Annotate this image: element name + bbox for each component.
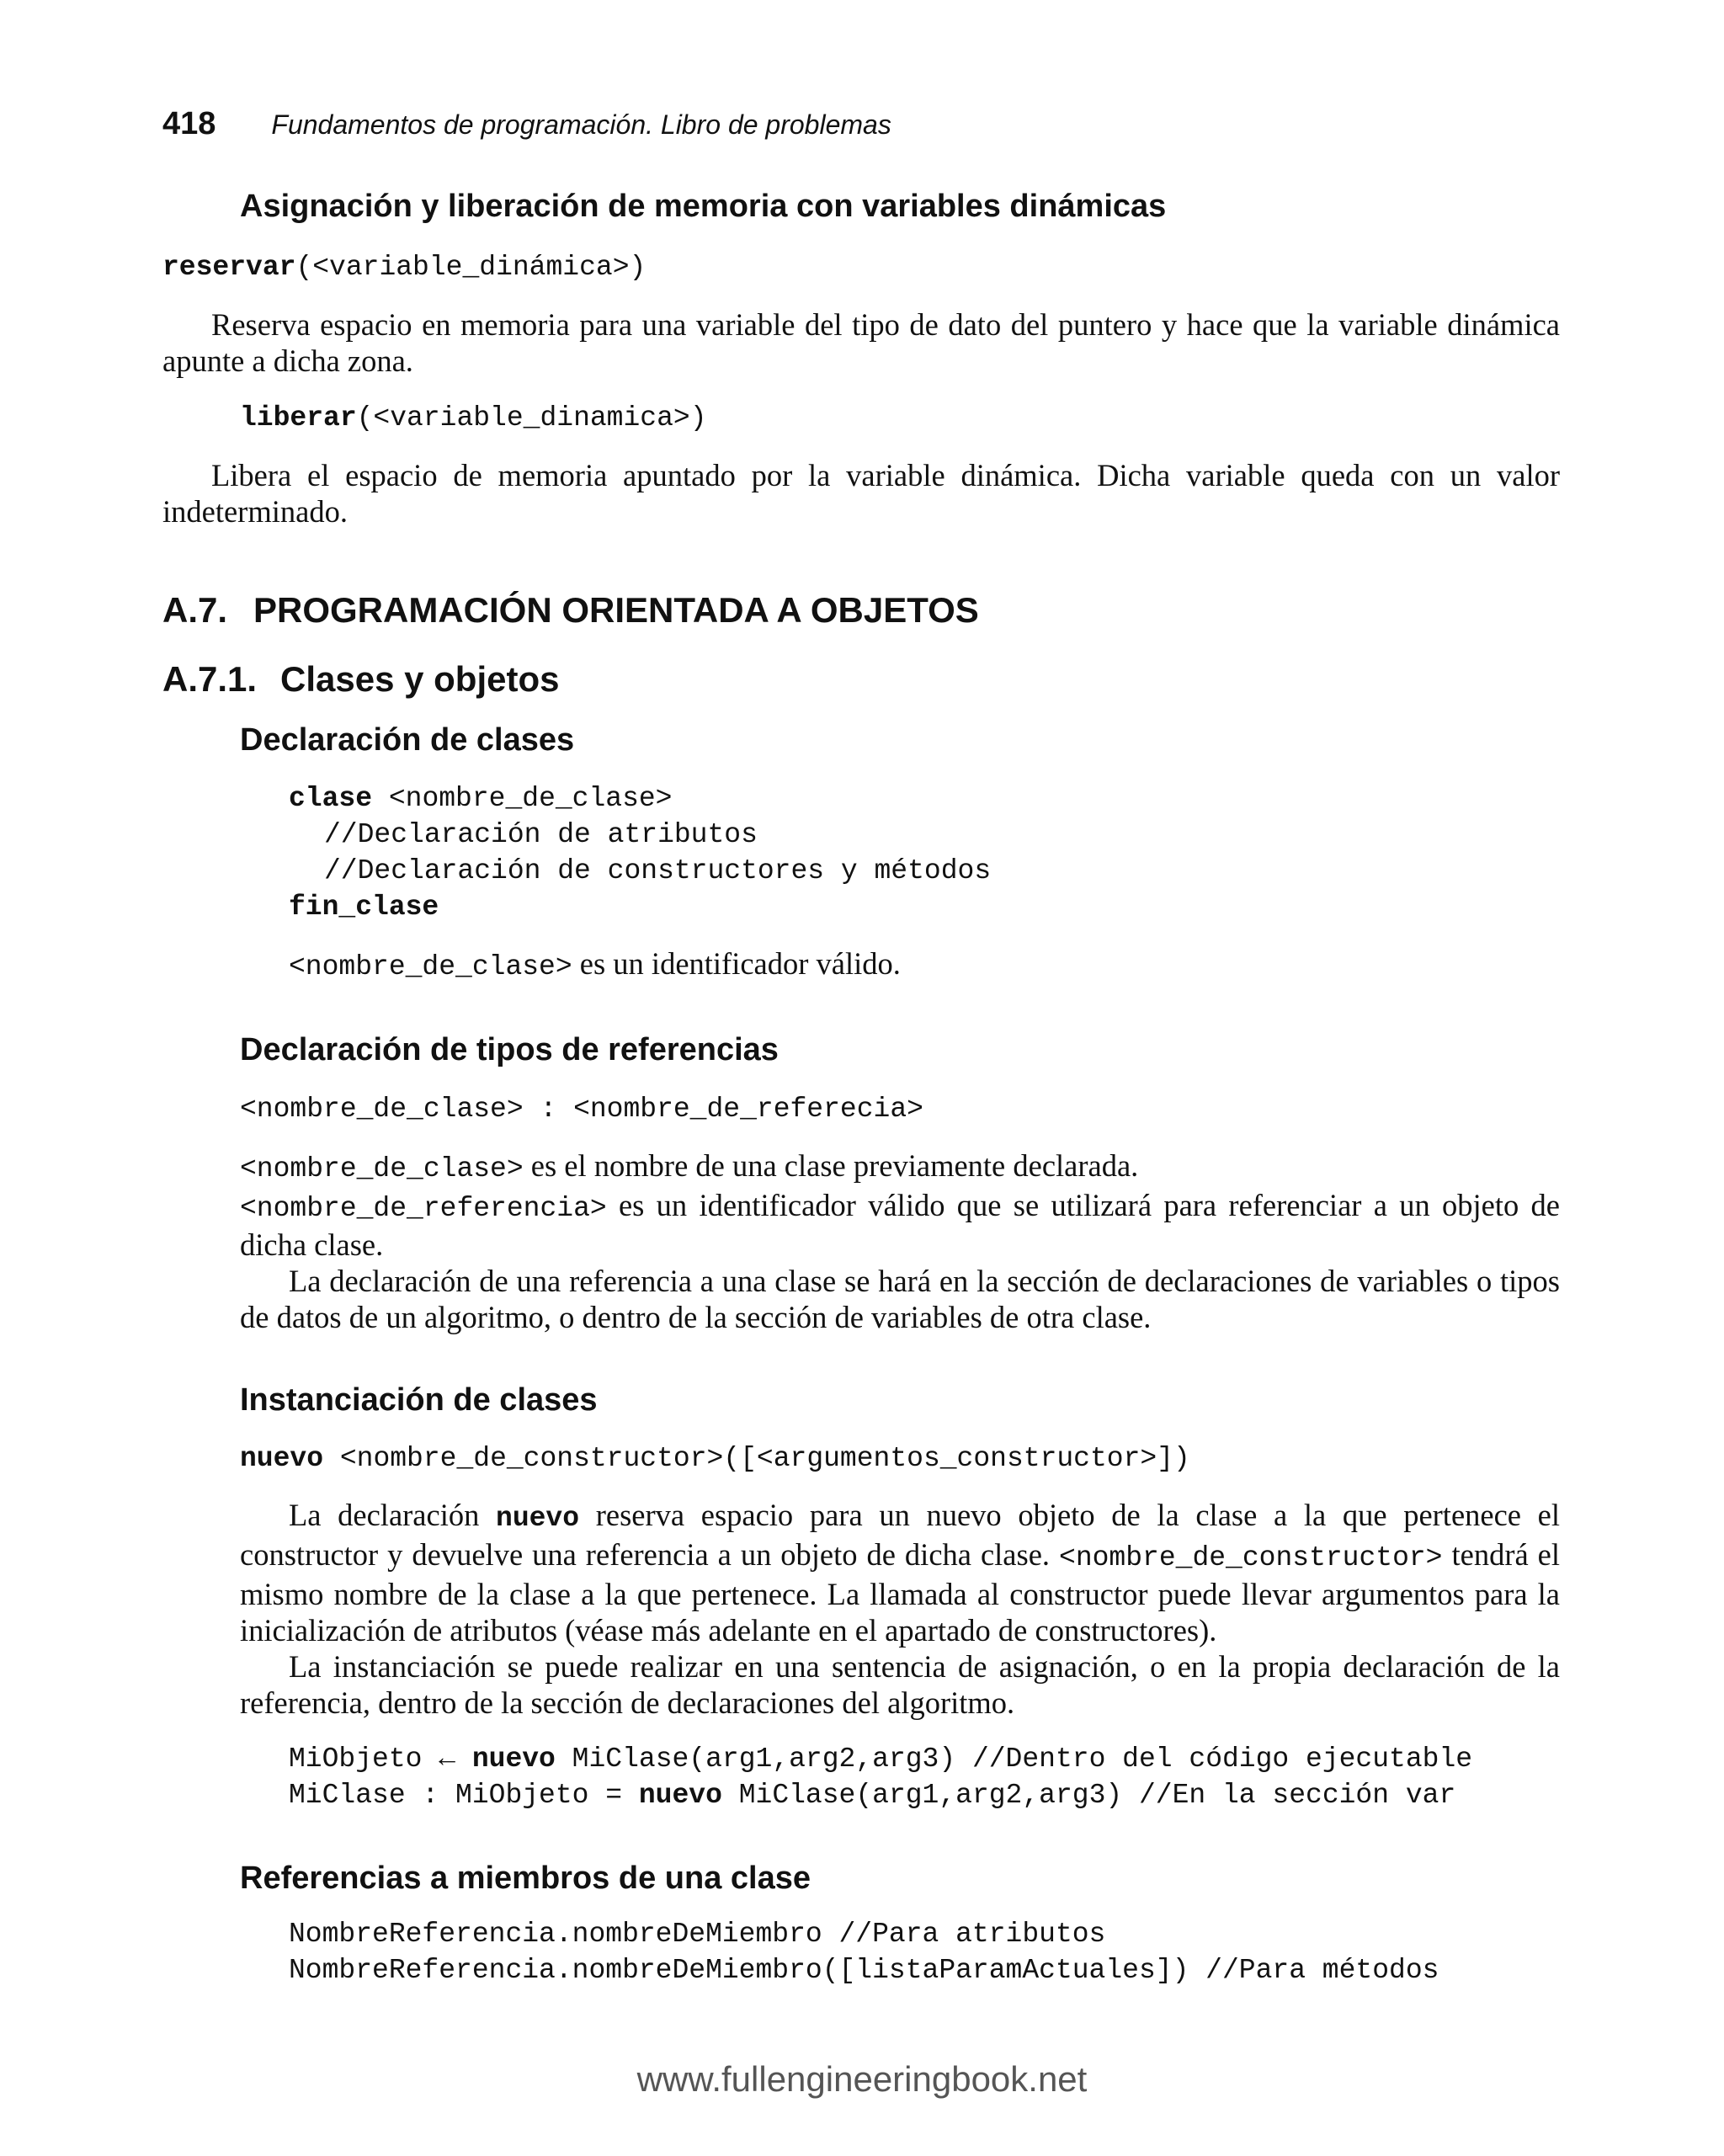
keyword-liberar: liberar [240, 402, 357, 434]
code-block-referencias [162, 1916, 1560, 1988]
code-line [289, 780, 1560, 817]
keyword-clase: clase [289, 783, 373, 814]
code-text: MiObjeto ← [289, 1743, 472, 1775]
section-number-a71: A.7.1. [162, 659, 258, 699]
paragraph-reservar [162, 306, 1560, 379]
paragraph-text: reserva espacio para un nuevo objeto de la clase a la que pertenece el constructor y devuelve una referencia a un objeto de dicha clase. [240, 1498, 1560, 1572]
code-text: MiClase : MiObjeto = [289, 1780, 639, 1811]
paragraph-text: es un identificador válido. [572, 946, 901, 981]
heading-declaracion-tipos: Declaración de tipos de referencias [240, 1032, 779, 1067]
keyword-nuevo: nuevo [240, 1443, 324, 1474]
code-nuevo [240, 1440, 1560, 1477]
code-text: MiClase(arg1,arg2,arg3) //Dentro del código ejecutable [555, 1743, 1473, 1775]
code-reservar-args: (<variable_dinámica>) [295, 251, 646, 283]
code-nuevo-args: <nombre_de_constructor>([<argumentos_constructor>]) [323, 1443, 1190, 1474]
code-line: //Declaración de atributos [324, 819, 758, 850]
paragraph-text: La declaración de una referencia a una clase se hará en la sección de declaraciones de variables o tipos de datos de un algoritmo, o dentro de la sección de variables de otra clase. [240, 1263, 1560, 1334]
paragraph-declaracion-referencia [240, 1263, 1560, 1335]
paragraph-nombre-de-referencia [240, 1187, 1560, 1263]
keyword-fin-clase: fin_clase [289, 892, 439, 923]
page-header [162, 106, 891, 142]
paragraph-text: es un identificador válido que se utilizará para referenciar a un objeto de dicha clase. [240, 1187, 1560, 1262]
paragraph-liberar-text: Libera el espacio de memoria apuntado por la variable dinámica. Dicha variable queda con un valor indeterminado. [162, 457, 1560, 529]
running-title: Fundamentos de programación. Libro de problemas [271, 109, 891, 140]
code-line [289, 1777, 1560, 1813]
section-number-a7: A.7. [162, 589, 228, 630]
page-content [162, 187, 1560, 1988]
paragraph-nombre-clase [289, 945, 1560, 985]
code-tipos-referencia: <nombre_de_clase> : <nombre_de_referecia> [240, 1093, 923, 1125]
keyword-reservar: reservar [162, 251, 296, 283]
section-title-a7: PROGRAMACIÓN ORIENTADA A OBJETOS [253, 589, 979, 630]
code-block-ejemplos [162, 1741, 1560, 1813]
code-line: NombreReferencia.nombreDeMiembro //Para atributos [289, 1918, 1106, 1950]
paragraph-text: tendrá el mismo nombre de la clase a la que pertenece. La llamada al constructor puede llevar argumentos para la inicialización de atributos (véase más adelante en el apartado de constructores). [240, 1537, 1560, 1648]
code-reservar [162, 249, 1560, 285]
inline-code: <nombre_de_clase> [240, 1153, 524, 1184]
code-clase-name: <nombre_de_clase> [372, 783, 673, 814]
code-line [289, 1741, 1560, 1777]
code-line: NombreReferencia.nombreDeMiembro([listaParamActuales]) //Para métodos [289, 1954, 1439, 1986]
code-block-clase [162, 780, 1560, 925]
paragraph-text: La declaración [289, 1498, 497, 1532]
heading-instanciacion: Instanciación de clases [240, 1381, 598, 1418]
heading-declaracion-clases: Declaración de clases [240, 721, 575, 758]
section-heading-a71 [162, 657, 1560, 702]
paragraph-reservar-text: Reserva espacio en memoria para una variable del tipo de dato del puntero y hace que la variable dinámica apunte a dicha zona. [162, 306, 1560, 378]
heading-memoria-dinamica: Asignación y liberación de memoria con variables dinámicas [240, 189, 1167, 224]
code-line: //Declaración de constructores y métodos [324, 855, 992, 886]
paragraph-nuevo [240, 1497, 1560, 1648]
code-text: MiClase(arg1,arg2,arg3) //En la sección var [721, 1780, 1456, 1811]
code-liberar-args: (<variable_dinamica>) [356, 402, 707, 434]
code-liberar [240, 400, 1560, 436]
section-title-a71: Clases y objetos [280, 659, 560, 699]
paragraph-text: La instanciación se puede realizar en una sentencia de asignación, o en la propia declaración de la referencia, dentro de la sección de declaraciones del algoritmo. [240, 1649, 1560, 1720]
page-number: 418 [162, 106, 216, 141]
paragraph-instanciacion [240, 1648, 1560, 1721]
inline-code: <nombre_de_clase> [289, 951, 572, 982]
keyword-nuevo: nuevo [638, 1780, 722, 1811]
keyword-nuevo: nuevo [471, 1743, 556, 1775]
section-heading-a7 [162, 588, 1560, 633]
heading-referencias-miembros: Referencias a miembros de una clase [240, 1861, 811, 1896]
paragraph-text: es el nombre de una clase previamente declarada. [523, 1147, 1139, 1183]
inline-keyword: nuevo [496, 1503, 580, 1534]
paragraph-nombre-de-clase [240, 1147, 1560, 1187]
watermark-url: www.fullengineeringbook.net [636, 2059, 1088, 2099]
paragraph-liberar [162, 457, 1560, 530]
inline-code: <nombre_de_referencia> [240, 1192, 607, 1224]
inline-code: <nombre_de_constructor> [1059, 1542, 1443, 1573]
